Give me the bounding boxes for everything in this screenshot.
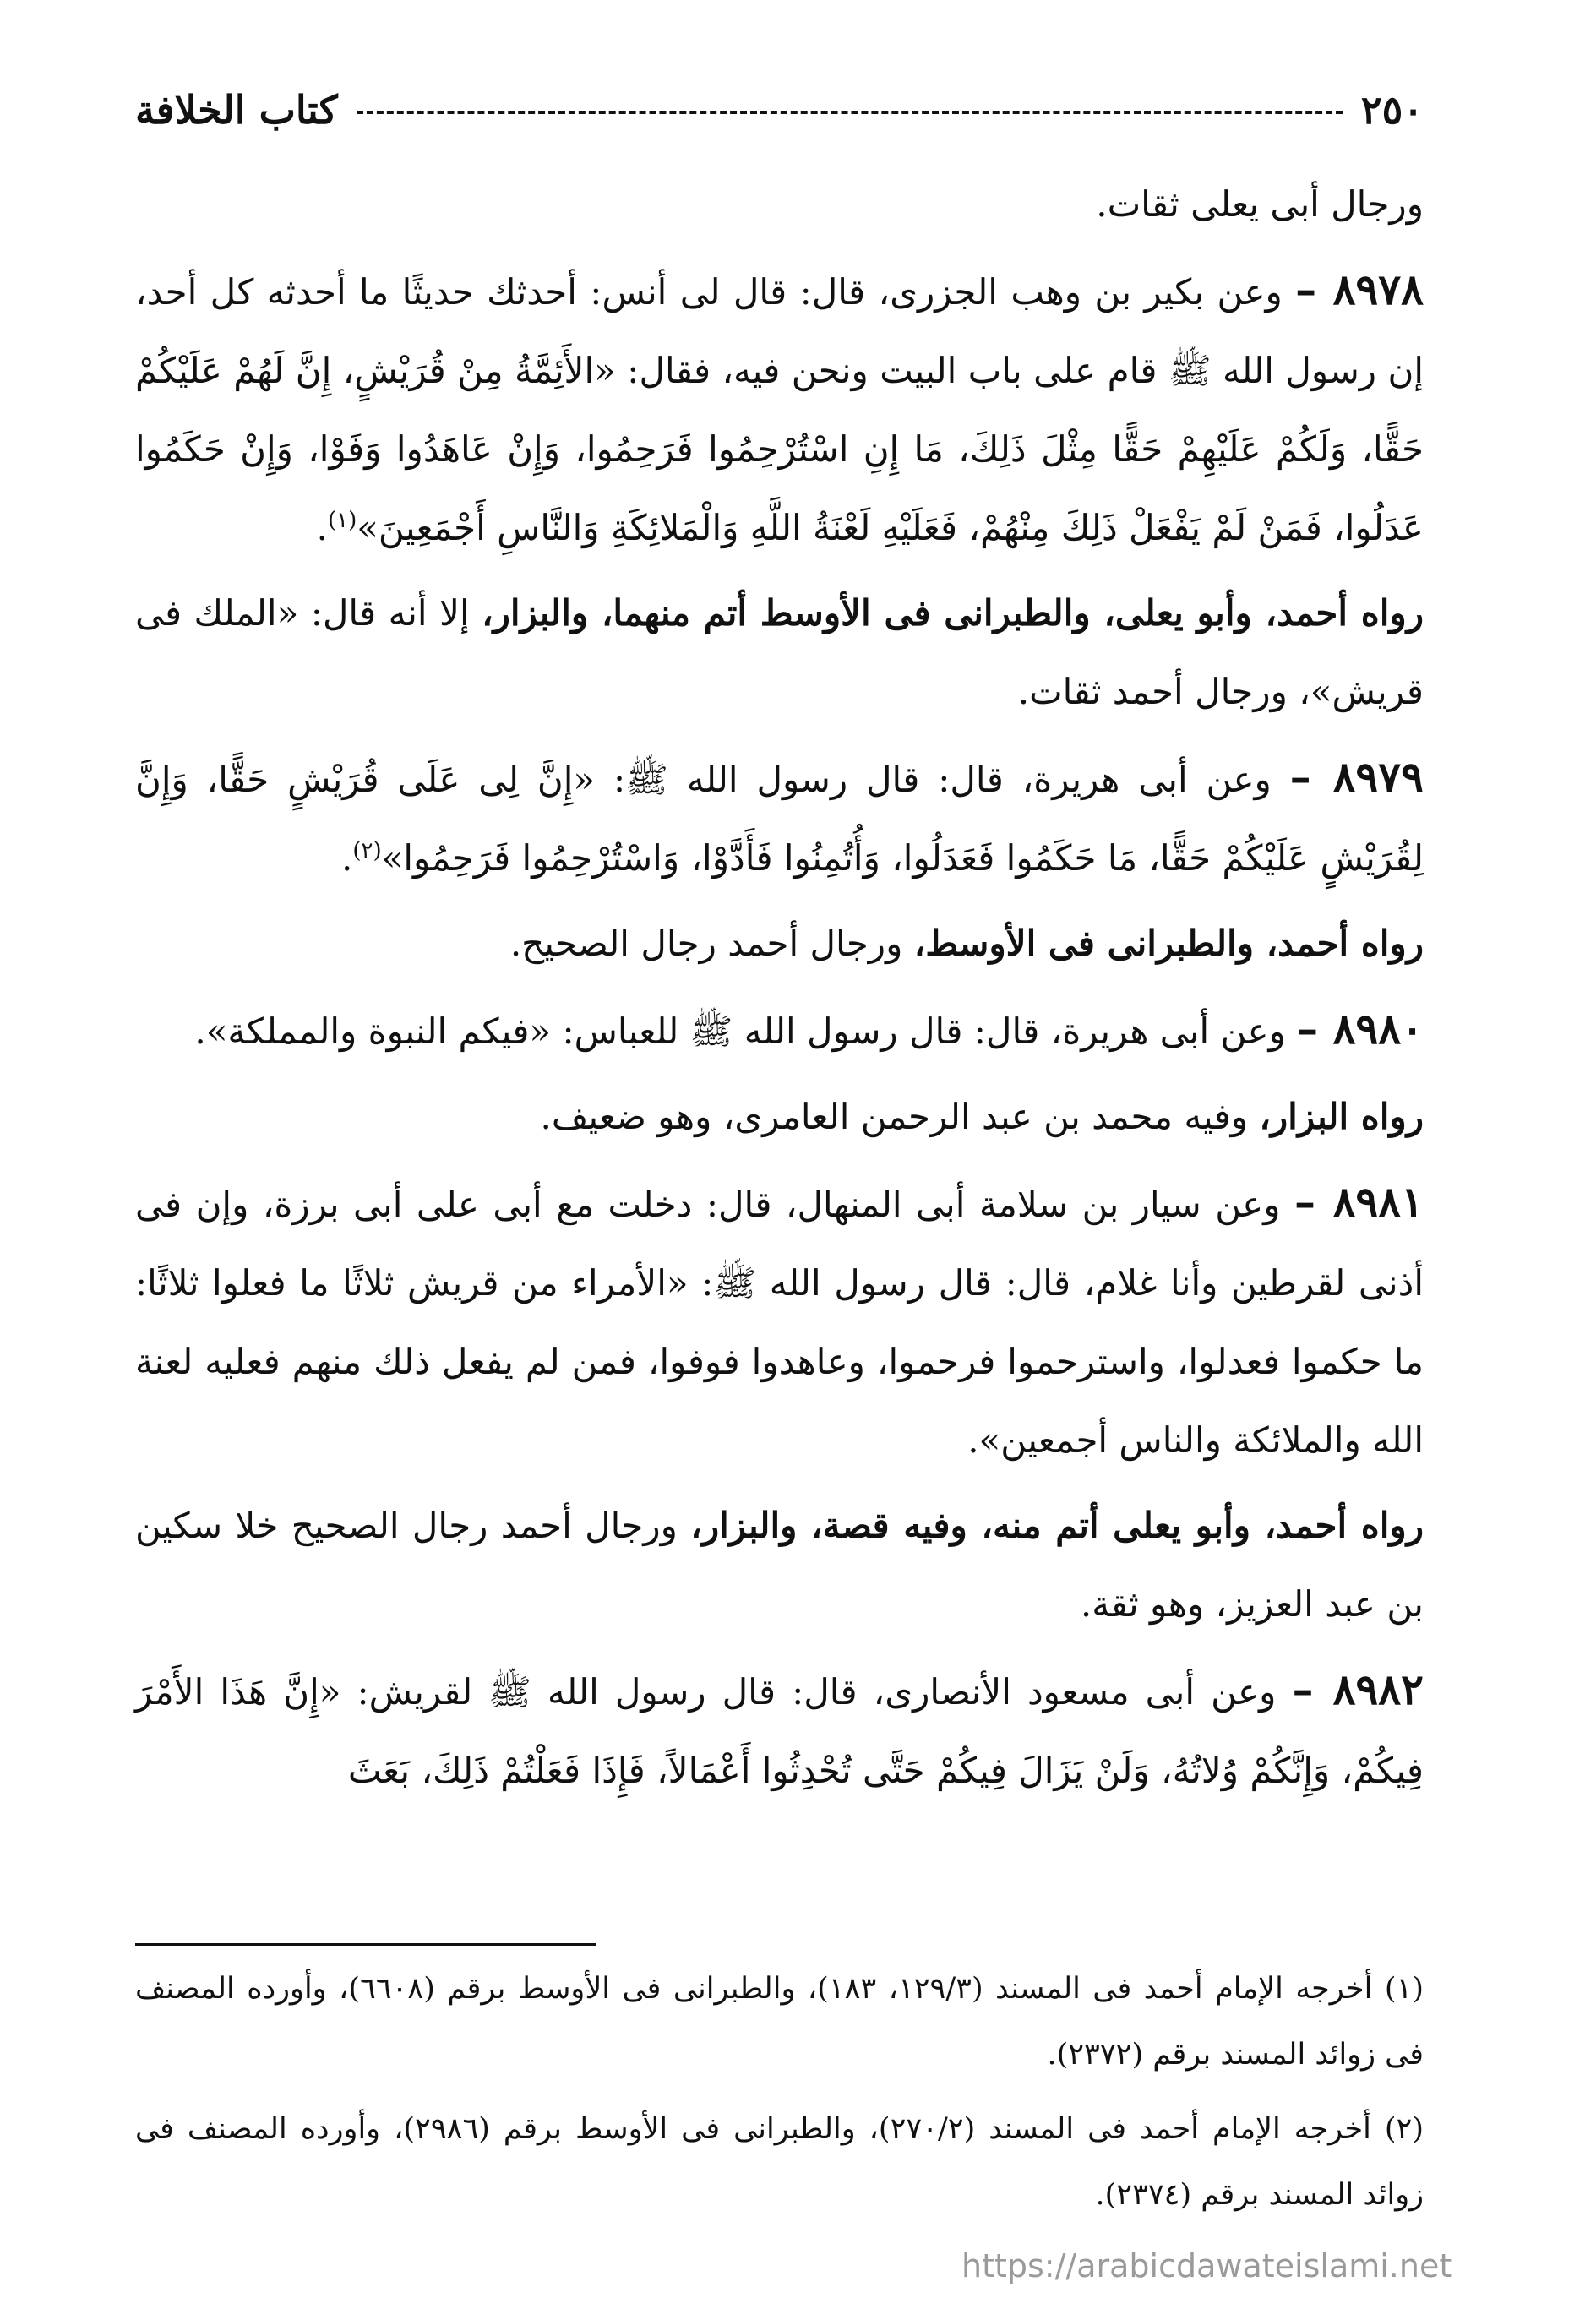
page-number: ٢٥٠ <box>1360 87 1424 133</box>
footnote-divider <box>135 1943 596 1946</box>
hadith-8978 <box>135 250 1424 567</box>
hadith-8982 <box>135 1650 1424 1810</box>
header-rule <box>357 111 1343 114</box>
body-text <box>135 165 1424 1810</box>
hadith-number: ٨٩٨٢ – <box>1292 1664 1424 1714</box>
hadith-text: وعن أبى مسعود الأنصارى، قال: قال رسول الله ﷺ لقريش: «إِنَّ هَذَا الأَمْرَ فِيكُمْ، وَإِنَّكُمْ وُلاتُهُ، وَلَنْ يَزَالَ فِيكُمْ حَتَّى تُحْدِثُوا أَعْمَالاً، فَإِذَا فَعَلْتُمْ ذَلِكَ، بَعَثَ <box>135 1671 1424 1791</box>
hadith-text: وعن أبى هريرة، قال: قال رسول الله ﷺ للعباس: «فيكم النبوة والمملكة». <box>194 1010 1298 1052</box>
narration-note <box>135 574 1424 731</box>
footnote: (١) أخرجه الإمام أحمد فى المسند (١٢٩/٣، ١٨٣)، والطبرانى فى الأوسط برقم (٦٦٠٨)، وأورده المصنف فى زوائد المسند برقم (٢٣٧٢). <box>135 1972 1424 2072</box>
note-text: وفيه محمد بن عبد الرحمن العامرى، وهو ضعيف. <box>540 1096 1260 1137</box>
note-text: ورجال أحمد رجال الصحيح. <box>509 923 914 964</box>
hadith-tail: . <box>340 837 353 879</box>
hadith-number: ٨٩٨١ – <box>1294 1177 1424 1227</box>
footnote: (٢) أخرجه الإمام أحمد فى المسند (٢٧٠/٢)، والطبرانى فى الأوسط برقم (٢٩٨٦)، وأورده المصنف فى زوائد المسند برقم (٢٣٧٤). <box>135 2112 1424 2212</box>
note-text: إلا أنه قال: «الملك فى قريش»، ورجال أحمد ثقات. <box>135 592 1424 712</box>
narration-note <box>135 1077 1424 1156</box>
paragraph <box>135 165 1424 243</box>
narrators: رواه البزار، <box>1259 1096 1424 1137</box>
footnotes <box>135 1956 1424 2236</box>
hadith-text: وعن بكير بن وهب الجزرى، قال: قال لى أنس: أحدثك حديثًا ما أحدثه كل أحد، إن رسول الله ﷺ قام على باب البيت ونحن فيه، فقال: «الأَئِمَّةُ مِنْ قُرَيْشٍ، إِنَّ لَهُمْ عَلَيْكُمْ حَقًّا، وَلَكُمْ عَلَيْهِمْ حَقًّا مِثْلَ ذَلِكَ، مَا إِنِ اسْتُرْحِمُوا فَرَحِمُوا، وَإِنْ عَاهَدُوا وَفَوْا، وَإِنْ حَكَمُوا عَدَلُوا، فَمَنْ لَمْ يَفْعَلْ ذَلِكَ مِنْهُمْ، فَعَلَيْهِ لَعْنَةُ اللَّهِ وَالْمَلائِكَةِ وَالنَّاسِ أَجْمَعِينَ» <box>135 271 1424 548</box>
hadith-text: وعن سيار بن سلامة أبى المنهال، قال: دخلت مع أبى على أبى برزة، وإن فى أذنى لقرطين وأنا غلام، قال: قال رسول الله ﷺ: «الأمراء من قريش ثلاثًا ما فعلوا ثلاثًا: ما حكموا فعدلوا، واسترحموا فرحموا، وعاهدوا فوفوا، فمن لم يفعل ذلك منهم فعليه لعنة الله والملائكة والناس أجمعين». <box>135 1184 1424 1461</box>
book-title: كتاب الخلافة <box>135 87 338 133</box>
hadith-number: ٨٩٨٠ – <box>1297 1004 1424 1054</box>
hadith-8981 <box>135 1163 1424 1479</box>
watermark-url: https://arabicdawateislami.net <box>961 2247 1452 2284</box>
hadith-text: وعن أبى هريرة، قال: قال رسول الله ﷺ: «إِنَّ لِى عَلَى قُرَيْشٍ حَقًّا، وَإِنَّ لِقُرَيْشٍ عَلَيْكُمْ حَقًّا، مَا حَكَمُوا فَعَدَلُوا، وَأُتُمِنُوا فَأَدَّوْا، وَاسْتُرْحِمُوا فَرَحِمُوا» <box>135 759 1424 879</box>
narrators: رواه أحمد، وأبو يعلى، والطبرانى فى الأوسط أتم منهما، والبزار، <box>482 592 1424 634</box>
footnote-ref: (٢) <box>352 838 382 863</box>
note-text: ورجال أحمد رجال الصحيح خلا سكين بن عبد العزيز، وهو ثقة. <box>135 1505 1424 1625</box>
page-header <box>135 80 1424 139</box>
hadith-number: ٨٩٧٩ – <box>1289 752 1424 802</box>
footnote-ref: (١) <box>327 508 357 533</box>
hadith-8979 <box>135 738 1424 897</box>
narration-note <box>135 1486 1424 1643</box>
page-content <box>135 80 1424 1816</box>
hadith-tail: . <box>316 507 328 548</box>
narrators: رواه أحمد، والطبرانى فى الأوسط، <box>913 923 1424 964</box>
narration-note <box>135 904 1424 983</box>
narrators: رواه أحمد، وأبو يعلى أتم منه، وفيه قصة، والبزار، <box>690 1505 1424 1546</box>
hadith-8980 <box>135 989 1424 1070</box>
paragraph-text: ورجال أبى يعلى ثقات. <box>1096 183 1424 225</box>
hadith-number: ٨٩٧٨ – <box>1295 264 1424 314</box>
